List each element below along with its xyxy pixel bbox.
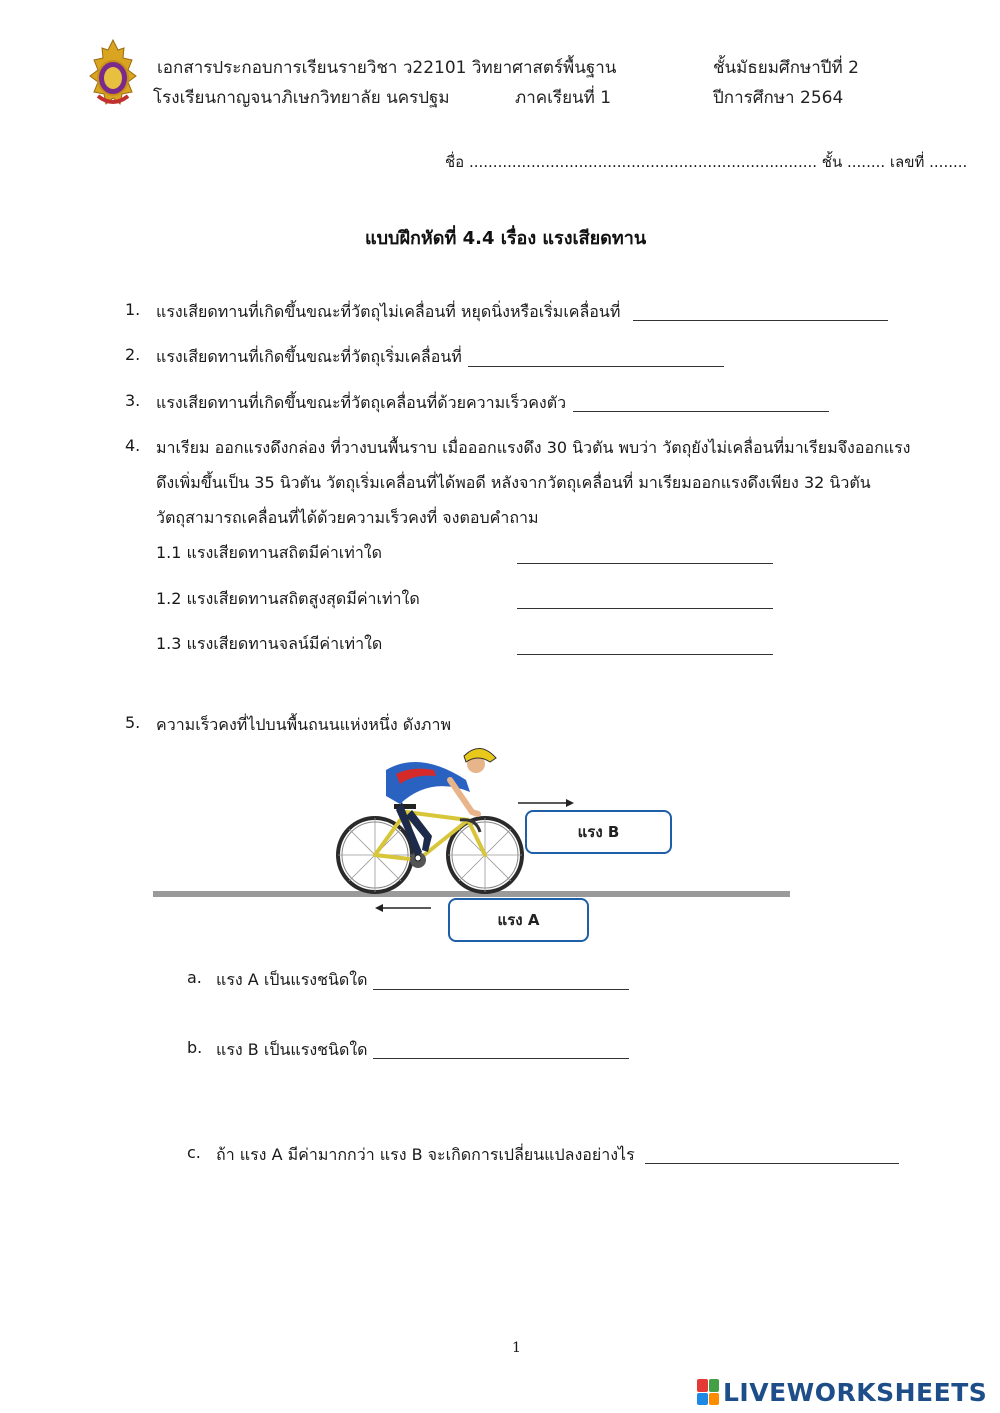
question-4-2-text: 1.2 แรงเสียดทานสถิตสูงสุดมีค่าเท่าใด	[156, 589, 420, 608]
page-title: แบบฝึกหัดที่ 4.4 เรื่อง แรงเสียดทาน	[365, 228, 647, 249]
answer-blank-4-1[interactable]	[517, 563, 773, 564]
question-5-number: 5.	[125, 713, 141, 732]
question-4-number: 4.	[125, 436, 141, 455]
q5a-label: a.	[187, 968, 202, 987]
header-subject: เอกสารประกอบการเรียนรายวิชา ว22101 วิทยาศาสตร์พื้นฐาน	[157, 58, 617, 78]
question-4-line3: วัตถุสามารถเคลื่อนที่ได้ด้วยความเร็วคงที่ จงตอบคำถาม	[156, 508, 539, 527]
question-4-1-text: 1.1 แรงเสียดทานสถิตมีค่าเท่าใด	[156, 543, 382, 562]
school-logo	[88, 38, 138, 110]
student-name-line: ชื่อ ......................................................................... ชั้น ........ เลขที่ ........	[445, 153, 968, 171]
header-year: ปีการศึกษา 2564	[713, 88, 844, 108]
liveworksheets-badge-icon	[697, 1379, 719, 1405]
q5b-label: b.	[187, 1038, 203, 1057]
question-4-3-text: 1.3 แรงเสียดทานจลน์มีค่าเท่าใด	[156, 634, 383, 653]
q5c-text: ถ้า แรง A มีค่ามากกว่า แรง B จะเกิดการเปลี่ยนแปลงอย่างไร	[216, 1145, 635, 1164]
q5a-text: แรง A เป็นแรงชนิดใด	[216, 970, 368, 989]
question-3-number: 3.	[125, 391, 141, 410]
force-a-label-box[interactable]	[448, 898, 589, 942]
question-1-number: 1.	[125, 300, 141, 319]
force-b-label: แรง B	[577, 823, 620, 841]
question-3-text: แรงเสียดทานที่เกิดขึ้นขณะที่วัตถุเคลื่อนที่ด้วยความเร็วคงตัว	[156, 393, 567, 412]
liveworksheets-watermark	[697, 1377, 987, 1407]
answer-blank-5c[interactable]	[645, 1163, 899, 1164]
question-1-text: แรงเสียดทานที่เกิดขึ้นขณะที่วัตถุไม่เคลื่อนที่ หยุดนิ่งหรือเริ่มเคลื่อนที่	[156, 302, 621, 321]
force-a-label: แรง A	[497, 911, 540, 929]
header-school: โรงเรียนกาญจนาภิเษกวิทยาลัย นครปฐม	[153, 88, 450, 108]
question-2-number: 2.	[125, 345, 141, 364]
question-4-line2: ดึงเพิ่มขึ้นเป็น 35 นิวตัน วัตถุเริ่มเคลื่อนที่ได้พอดี หลังจากวัตถุเคลื่อนที่ มาเรียมออกแรงดึงเพียง 32 นิวตัน	[156, 473, 871, 492]
page-number: 1	[512, 1340, 521, 1356]
question-2-text: แรงเสียดทานที่เกิดขึ้นขณะที่วัตถุเริ่มเคลื่อนที่	[156, 347, 462, 366]
force-b-arrow	[518, 797, 574, 809]
saddle	[394, 804, 416, 809]
header-grade: ชั้นมัธยมศึกษาปีที่ 2	[713, 58, 859, 78]
answer-blank-5b[interactable]	[373, 1058, 629, 1059]
q5c-label: c.	[187, 1143, 201, 1162]
answer-blank-3[interactable]	[573, 411, 829, 412]
question-4-line1: มาเรียม ออกแรงดึงกล่อง ที่วางบนพื้นราบ เมื่อออกแรงดึง 30 นิวตัน พบว่า วัตถุยังไม่เคลื่อนที่มาเรียมจึงออกแรง	[156, 438, 911, 457]
answer-blank-2[interactable]	[468, 366, 724, 367]
answer-blank-1[interactable]	[633, 320, 888, 321]
header-semester: ภาคเรียนที่ 1	[515, 88, 612, 108]
answer-blank-4-3[interactable]	[517, 654, 773, 655]
ground-line	[153, 891, 790, 897]
answer-blank-4-2[interactable]	[517, 608, 773, 609]
question-5-text: ความเร็วคงที่ไปบนพื้นถนนแห่งหนึ่ง ดังภาพ	[156, 715, 452, 734]
force-a-arrow	[375, 902, 431, 914]
liveworksheets-brand: LIVEWORKSHEETS	[723, 1377, 988, 1407]
q5b-text: แรง B เป็นแรงชนิดใด	[216, 1040, 368, 1059]
force-b-label-box[interactable]	[525, 810, 672, 854]
answer-blank-5a[interactable]	[373, 989, 629, 990]
cyclist-figure	[150, 740, 800, 950]
